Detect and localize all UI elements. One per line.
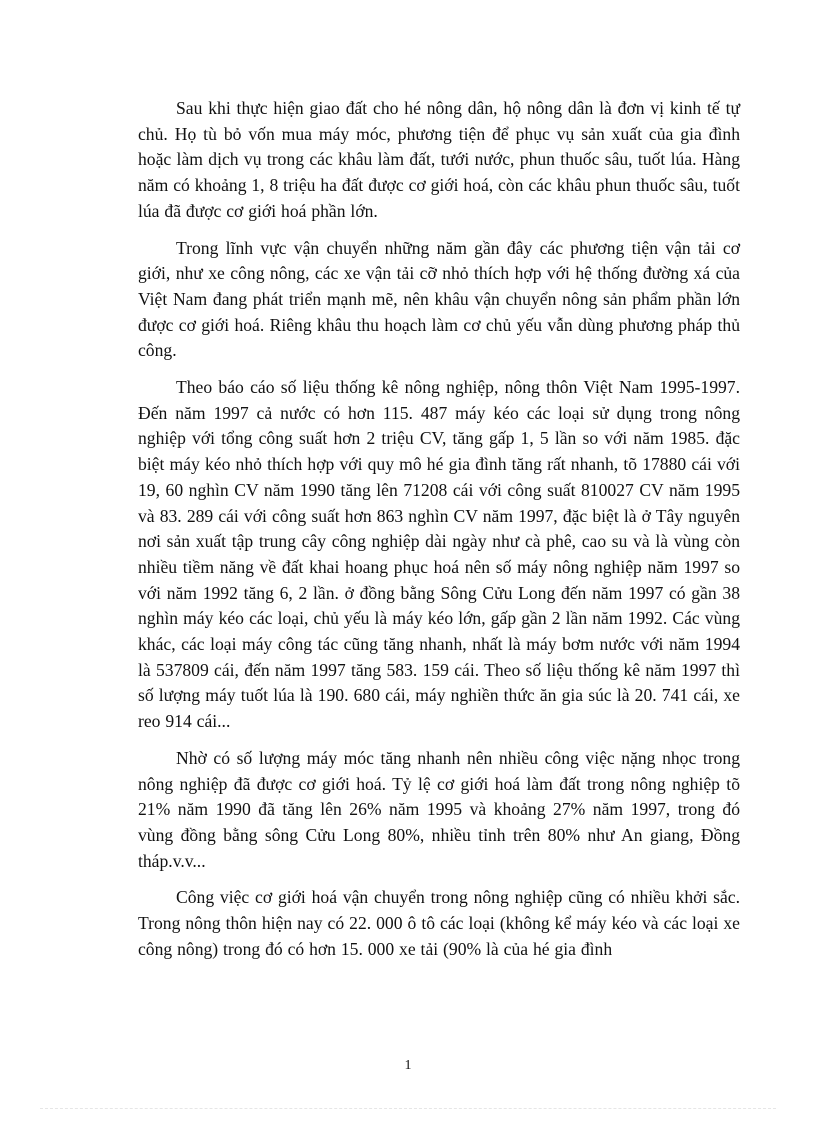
- page-body: [138, 96, 740, 974]
- paragraph: Theo báo cáo số liệu thống kê nông nghiệp, nông thôn Việt Nam 1995-1997. Đến năm 1997 cả nước có hơn 115. 487 máy kéo các loại sử dụng trong nông nghiệp với tổng công suất hơn 2 triệu CV, tăng gấp 1, 5 lần so với năm 1985. đặc biệt máy kéo nhỏ thích hợp với quy mô hé gia đình tăng rất nhanh, tõ 17880 cái với 19, 60 nghìn CV năm 1990 tăng lên 71208 cái với công suất 810027 CV năm 1995 và 83. 289 cái với công suất hơn 863 nghìn CV năm 1997, đặc biệt là ở Tây nguyên nơi sản xuất tập trung cây công nghiệp dài ngày như cà phê, cao su và là vùng còn nhiều tiềm năng về đất khai hoang phục hoá nên số máy nông nghiệp năm 1997 so với năm 1992 tăng 6, 2 lần. ở đồng bằng Sông Cửu Long đến năm 1997 có gần 38 nghìn máy kéo các loại, chủ yếu là máy kéo lớn, gấp gần 2 lần năm 1992. Các vùng khác, các loại máy công tác cũng tăng nhanh, nhất là máy bơm nước với năm 1994 là 537809 cái, đến năm 1997 tăng 583. 159 cái. Theo số liệu thống kê năm 1997 thì số lượng máy tuốt lúa là 190. 680 cái, máy nghiền thức ăn gia súc là 20. 741 cái, xe reo 914 cái...: [138, 377, 740, 732]
- paragraph: Trong lĩnh vực vận chuyển những năm gần đây các phương tiện vận tải cơ giới, như xe công nông, các xe vận tải cỡ nhỏ thích hợp với hệ thống đường xá của Việt Nam đang phát triển mạnh mẽ, nên khâu vận chuyển nông sản phẩm phần lớn được cơ giới hoá. Riêng khâu thu hoạch làm cơ chủ yếu vẫn dùng phương pháp thủ công.: [138, 237, 740, 361]
- paragraph: Nhờ có số lượng máy móc tăng nhanh nên nhiều công việc nặng nhọc trong nông nghiệp đã được cơ giới hoá. Tỷ lệ cơ giới hoá làm đất trong nông nghiệp tõ 21% năm 1990 đã tăng lên 26% năm 1995 và khoảng 27% năm 1997, trong đó vùng đồng bằng sông Cửu Long 80%, nhiều tỉnh trên 80% như An giang, Đồng tháp.v.v...: [138, 747, 740, 871]
- page-number: 1: [404, 1058, 412, 1073]
- paragraph: Sau khi thực hiện giao đất cho hé nông dân, hộ nông dân là đơn vị kinh tế tự chủ. Họ tù bỏ vốn mua máy móc, phương tiện để phục vụ sản xuất của gia đình hoặc làm dịch vụ trong các khâu làm đất, tưới nước, phun thuốc sâu, tuốt lúa. Hàng năm có khoảng 1, 8 triệu ha đất được cơ giới hoá, còn các khâu phun thuốc sâu, tuốt lúa đã được cơ giới hoá phần lớn.: [138, 98, 740, 221]
- page-bottom-divider: [40, 1108, 776, 1109]
- paragraph: Công việc cơ giới hoá vận chuyển trong nông nghiệp cũng có nhiều khởi sắc. Trong nông thôn hiện nay có 22. 000 ô tô các loại (không kể máy kéo và các loại xe công nông) trong đó có hơn 15. 000 xe tải (90% là của hé gia đình: [138, 887, 740, 959]
